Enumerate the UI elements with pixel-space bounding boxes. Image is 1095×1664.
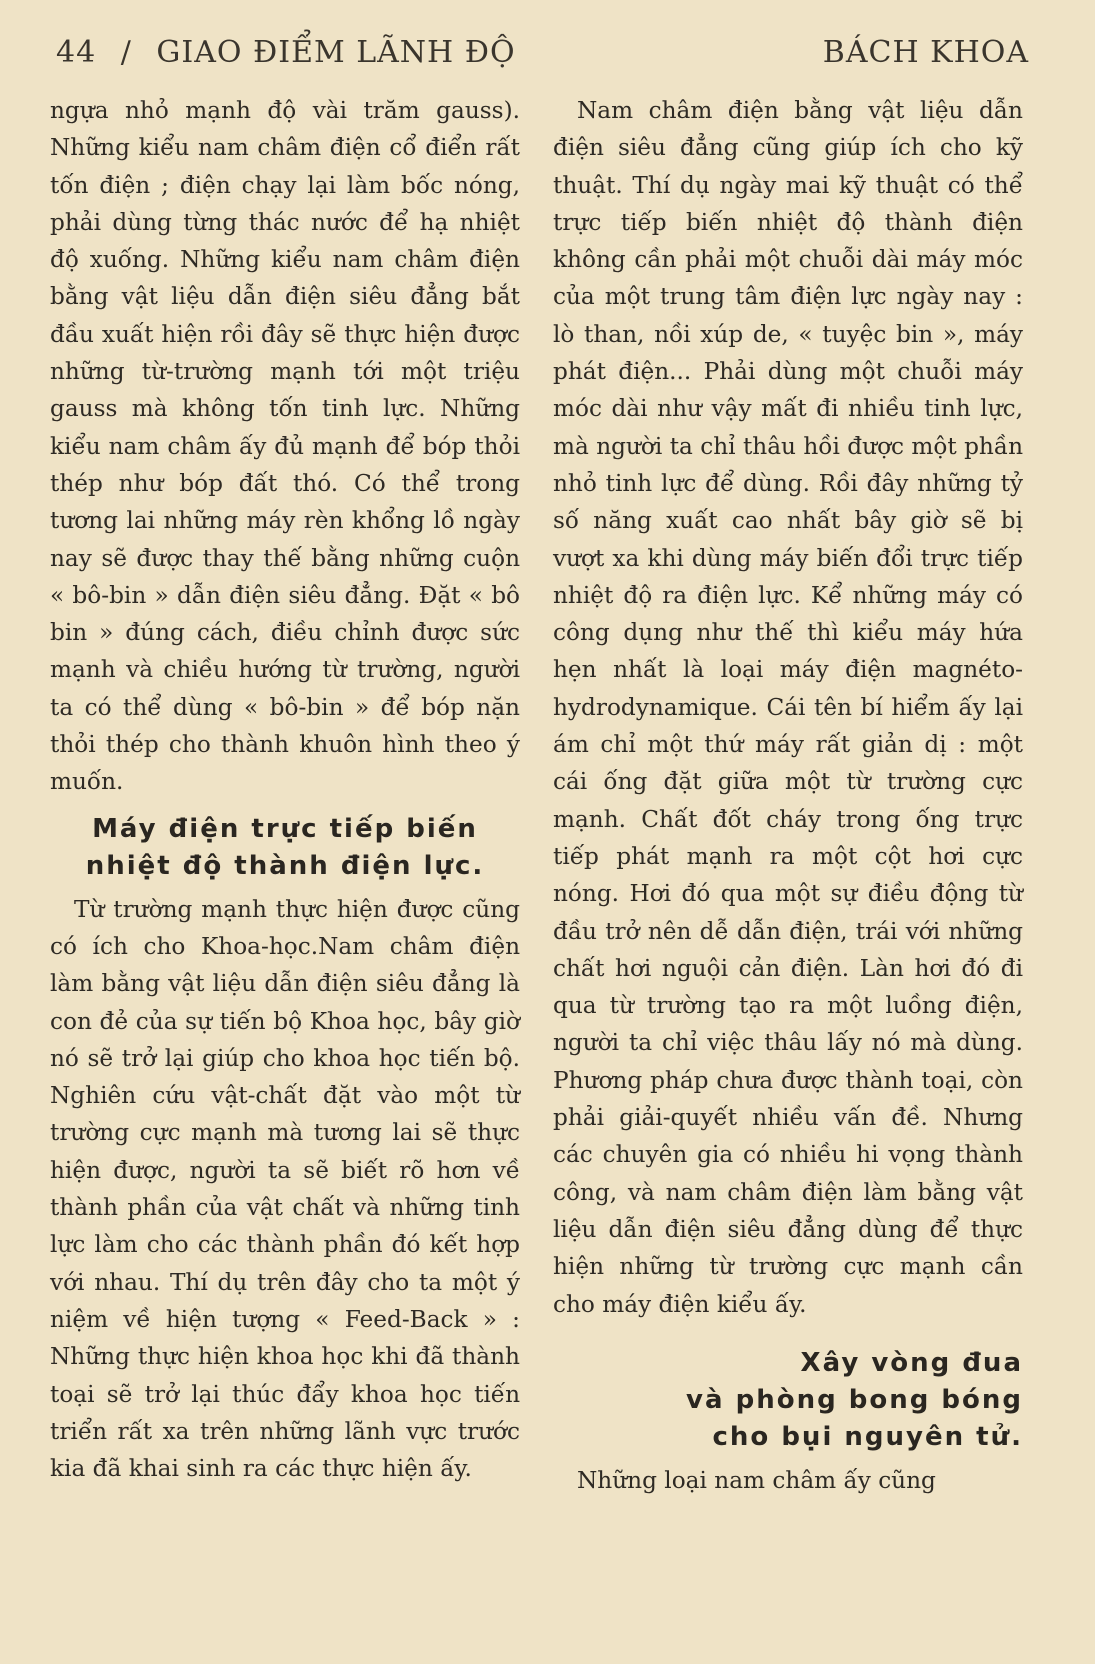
right-heading-line-1: Xây vòng đua bbox=[800, 1347, 1023, 1378]
right-column bbox=[553, 92, 1023, 1499]
page-header bbox=[56, 28, 1029, 76]
right-heading-line-3: cho bụi nguyên tử. bbox=[712, 1421, 1023, 1452]
right-section-heading bbox=[553, 1345, 1023, 1456]
right-heading-line-2: và phòng bong bóng bbox=[686, 1384, 1023, 1415]
left-section-heading bbox=[50, 811, 520, 885]
magazine-title: BÁCH KHOA bbox=[822, 34, 1029, 70]
left-heading-line-2: nhiệt độ thành điện lực. bbox=[85, 850, 485, 881]
left-paragraph-2: Từ trường mạnh thực hiện được cũng có ích cho Khoa-học.Nam châm điện làm bằng vật liệu dẫn điện siêu đẳng là con đẻ của sự tiến bộ Khoa học, bây giờ nó sẽ trở lại giúp cho khoa học tiến bộ. Nghiên cứu vật-chất đặt vào một từ trường cực mạnh mà tương lai sẽ thực hiện được, người ta sẽ biết rõ hơn về thành phần của vật chất và những tinh lực làm cho các thành phần đó kết hợp với nhau. Thí dụ trên đây cho ta một ý niệm về hiện tượng « Feed-Back » : Những thực hiện khoa học khi đã thành toại sẽ trở lại thúc đẩy khoa học tiến triển rất xa trên những lãnh vực trước kia đã khai sinh ra các thực hiện ấy. bbox=[50, 895, 520, 1483]
right-paragraph-1: Nam châm điện bằng vật liệu dẫn điện siêu đẳng cũng giúp ích cho kỹ thuật. Thí dụ ngày mai kỹ thuật có thể trực tiếp biến nhiệt độ thành điện không cần phải một chuỗi dài máy móc của một trung tâm điện lực ngày nay : lò than, nồi xúp de, « tuyệc bin », máy phát điện... Phải dùng một chuỗi máy móc dài như vậy mất đi nhiều tinh lực, mà người ta chỉ thâu hồi được một phần nhỏ tinh lực để dùng. Rồi đây những tỷ số năng xuất cao nhất bây giờ sẽ bị vượt xa khi dùng máy biến đổi trực tiếp nhiệt độ ra điện lực. Kể những máy có công dụng như thế thì kiểu máy hứa hẹn nhất là loại máy điện magnéto-hydrodynamique. Cái tên bí hiểm ấy lại ám chỉ một thứ máy rất giản dị : một cái ống đặt giữa một từ trường cực mạnh. Chất đốt cháy trong ống trực tiếp phát mạnh ra một cột hơi cực nóng. Hơi đó qua một sự điều động từ đầu trở nên dễ dẫn điện, trái với những chất hơi nguội cản điện. Làn hơi đó đi qua từ trường tạo ra một luồng điện, người ta chỉ việc thâu lấy nó mà dùng. Phương pháp chưa được thành toại, còn phải giải-quyết nhiều vấn đề. Nhưng các chuyên gia có nhiều hi vọng thành công, và nam châm điện làm bằng vật liệu dẫn điện siêu đẳng dùng để thực hiện những từ trường cực mạnh cần cho máy điện kiểu ấy. bbox=[553, 97, 1023, 1318]
left-column bbox=[50, 92, 520, 1487]
right-paragraph-2: Những loại nam châm ấy cũng bbox=[577, 1466, 936, 1494]
left-heading-line-1: Máy điện trực tiếp biến bbox=[92, 813, 478, 844]
left-paragraph-1: ngựa nhỏ mạnh độ vài trăm gauss). Những kiểu nam châm điện cổ điển rất tốn điện ; điện chạy lại làm bốc nóng, phải dùng từng thác nước để hạ nhiệt độ xuống. Những kiểu nam châm điện bằng vật liệu dẫn điện siêu đẳng bắt đầu xuất hiện rồi đây sẽ thực hiện được những từ-trường mạnh tới một triệu gauss mà không tốn tinh lực. Những kiểu nam châm ấy đủ mạnh để bóp thỏi thép như bóp đất thó. Có thể trong tương lai những máy rèn khổng lồ ngày nay sẽ được thay thế bằng những cuộn « bô-bin » dẫn điện siêu đẳng. Đặt « bô bin » đúng cách, điều chỉnh được sức mạnh và chiều hướng từ trường, người ta có thể dùng « bô-bin » để bóp nặn thỏi thép cho thành khuôn hình theo ý muốn. bbox=[50, 97, 520, 796]
header-separator: / bbox=[120, 34, 132, 70]
header-left bbox=[56, 35, 530, 70]
page-number: 44 bbox=[56, 34, 97, 70]
section-title: GIAO ĐIỂM LÃNH ĐỘ bbox=[156, 34, 516, 70]
